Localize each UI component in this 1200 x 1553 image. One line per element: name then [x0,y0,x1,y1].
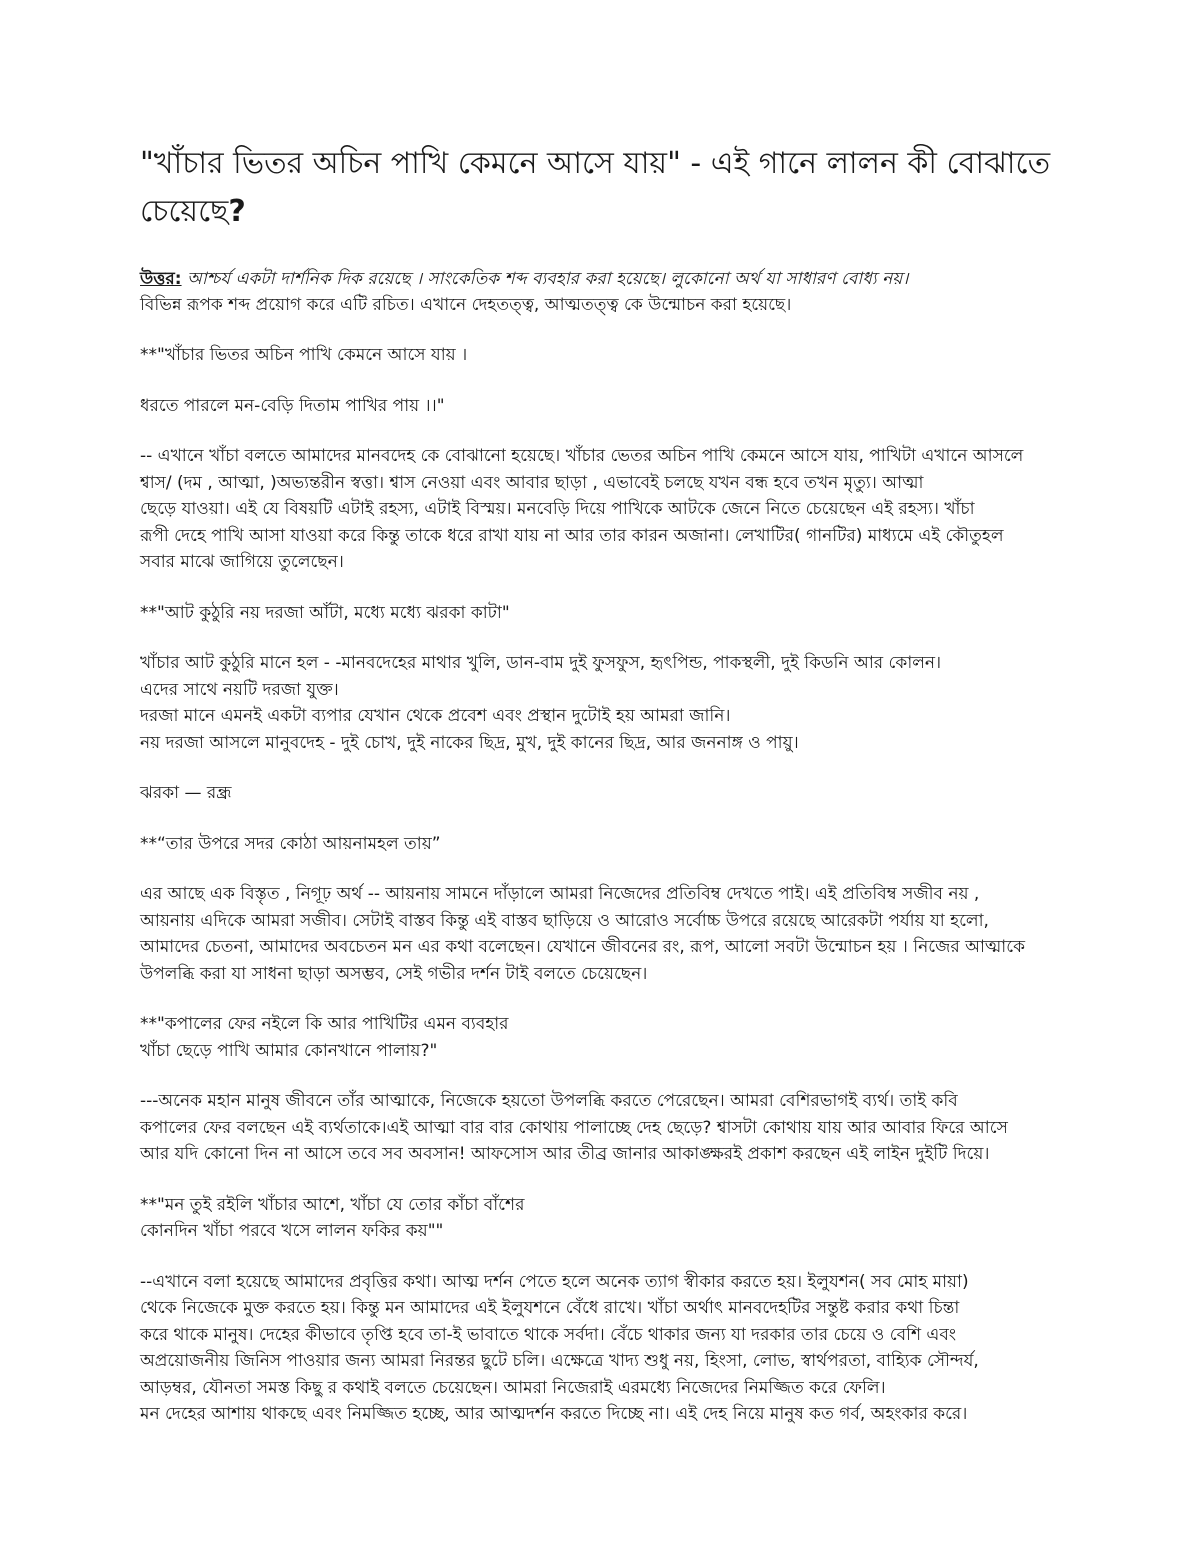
paragraph-line: আড়ম্বর, যৌনতা সমস্ত কিছু র কথাই বলতে চেয়েছেন। আমরা নিজেরাই এরমধ্যে নিজেদের নিমজ্জিত করে ফেলি। [140,1377,886,1398]
paragraph-line: দরজা মানে এমনই একটা ব্যপার যেখান থেকে প্রবেশ এবং প্রস্থান দুটোই হয় আমরা জানি। [140,706,731,726]
paragraph-line: অপ্রয়োজনীয় জিনিস পাওয়ার জন্য আমরা নিরন্তর ছুটে চলি। এক্ষেত্রে খাদ্য শুধু নয়, হিংসা, লোভ, স্বার্থপরতা, বাহ্যিক সৌন্দর্য, [140,1351,979,1371]
paragraph-line: আর যদি কোনো দিন না আসে তবে সব অবসান! আফসোস আর তীব্র জানার আকাঙ্ক্ষরই প্রকাশ করছেন এই লাইন দুইটি দিয়ে। [140,1144,990,1164]
paragraph-line: ---অনেক মহান মানুষ জীবনে তাঁর আত্মাকে, নিজেকে হয়তো উপলব্ধি করতে পেরেছেন। আমরা বেশিরভাগই ব্যর্থ। তাই কবি [140,1091,958,1111]
answer-second-line: বিভিন্ন রূপক শব্দ প্রয়োগ করে এটি রচিত। এখানে দেহতত্ত্ব, আত্মতত্ত্ব কে উন্মোচন করা হয়েছে। [140,295,792,315]
paragraph-line: **“তার উপরে সদর কোঠা আয়নামহল তায়” [140,833,441,854]
paragraph-line: **"আট কুঠুরি নয় দরজা আঁটা, মধ্যে মধ্যে ঝরকা কাটা" [140,602,510,623]
paragraph [140,342,1060,369]
paragraph-line: ধরতে পারলে মন-বেড়ি দিতাম পাখির পায় ।।" [140,395,445,416]
paragraph-line: **"কপালের ফের নইলে কি আর পাখিটির এমন ব্যবহার [140,1014,509,1034]
paragraph-line: এদের সাথে নয়টি দরজা যুক্ত। [140,679,339,700]
paragraph [140,1088,1060,1168]
paragraph [140,1192,1060,1245]
paragraph-line: উপলব্ধি করা যা সাধনা ছাড়া অসম্ভব, সেই গভীর দর্শন টাই বলতে চেয়েছেন। [140,963,648,984]
paragraph-line: শ্বাস/ (দম , আত্মা, )অভ্যন্তরীন স্বত্তা। শ্বাস নেওয়া এবং আবার ছাড়া , এভাবেই চলছে যখন বন্ধ হবে তখন মৃত্যু। আত্মা [140,472,924,493]
paragraph-line: করে থাকে মানুষ। দেহের কীভাবে তৃপ্তি হবে তা-ই ভাবাতে থাকে সর্বদা। বেঁচে থাকার জন্য যা দরকার তার চেয়ে ও বেশি এবং [140,1324,957,1345]
title-text: "খাঁচার ভিতর অচিন পাখি কেমনে আসে যায়" - এই গানে লালন কী বোঝাতে চেয়েছে [140,146,1051,229]
paragraph [140,780,1060,807]
paragraph-line: আয়নায় এদিকে আমরা সজীব। সেটাই বাস্তব কিন্তু এই বাস্তব ছাড়িয়ে ও আরোও সর্বোচ্চ উপরে রয়েছে আরেকটা পর্যায় যা হলো, [140,910,989,931]
paragraph-line: সবার মাঝে জাগিয়ে তুলেছেন। [140,552,344,572]
paragraph [140,443,1060,576]
paragraph-line: **"মন তুই রইলি খাঁচার আশে, খাঁচা যে তোর কাঁচা বাঁশের [140,1194,525,1215]
paragraph-line: আমাদের চেতনা, আমাদের অবচেতন মন এর কথা বলেছেন। যেখানে জীবনের রং, রূপ, আলো সবটা উন্মোচন হয় । নিজের আত্মাকে [140,937,1025,957]
paragraph [140,1011,1060,1064]
paragraph-line: নয় দরজা আসলে মানুবদেহ - দুই চোখ, দুই নাকের ছিদ্র, মুখ, দুই কানের ছিদ্র, আর জননাঙ্গ ও পায়ু। [140,732,799,753]
paragraph [140,831,1060,858]
paragraph-line: থেকে নিজেকে মুক্ত করতে হয়। কিন্তু মন আমাদের এই ইলুযশনে বেঁধে রাখে। খাঁচা অর্থাৎ মানবদেহটির সন্তুষ্ট করার কথা চিন্তা [140,1298,960,1318]
paragraph-line: কপালের ফের বলছেন এই ব্যর্থতাকে।এই আত্মা বার বার কোথায় পালাচ্ছে দেহ ছেড়ে? শ্বাসটা কোথায় যায় আর আবার ফিরে আসে [140,1117,1008,1138]
document-page [140,140,1060,1452]
paragraph-line: ঝরকা — রন্ধ্র [140,783,232,803]
paragraph-line: খাঁচার আট কুঠুরি মানে হল - -মানবদেহের মাথার খুলি, ডান-বাম দুই ফুসফুস, হৃৎপিন্ড, পাকস্থলী, দুই কিডনি আর কোলন। [140,653,942,673]
paragraph [140,600,1060,627]
answer-italic-text: আশ্চর্য একটা দার্শনিক দিক রয়েছে । সাংকেতিক শব্দ ব্যবহার করা হয়েছে। লুকোনো অর্থ যা সাধারণ বোধ্য নয়। [186,269,909,289]
title-question-mark: ? [228,194,246,229]
paragraph-line: মন দেহের আশায় থাকছে এবং নিমজ্জিত হচ্ছে, আর আত্মদর্শন করতে দিচ্ছে না। এই দেহ নিয়ে মানুষ কত গর্ব, অহংকার করে। [140,1404,968,1424]
answer-first-line [140,266,1060,292]
page-title [140,140,1060,236]
paragraph-line: রূপী দেহে পাখি আসা যাওয়া করে কিন্তু তাকে ধরে রাখা যায় না আর তার কারন অজানা। লেখাটির( গানটির) মাধ্যমে এই কৌতুহল [140,525,1004,546]
paragraph-line: --এখানে বলা হয়েছে আমাদের প্রবৃত্তির কথা। আত্ম দর্শন পেতে হলে অনেক ত্যাগ স্বীকার করতে হয়। ইলুযশন( সব মোহ মায়া) [140,1271,969,1292]
paragraph-line: খাঁচা ছেড়ে পাখি আমার কোনখানে পালায়?" [140,1040,438,1061]
answer-block [140,266,1060,318]
paragraph [140,393,1060,420]
paragraph [140,881,1060,987]
body-paragraphs [140,342,1060,1428]
answer-label: উত্তর: [140,269,182,289]
paragraph-line: **"খাঁচার ভিতর অচিন পাখি কেমনে আসে যায় । [140,345,468,365]
paragraph-line: -- এখানে খাঁচা বলতে আমাদের মানবদেহ কে বোঝানো হয়েছে। খাঁচার ভেতর অচিন পাখি কেমনে আসে যায়, পাখিটা এখানে আসলে [140,446,1024,466]
paragraph [140,1269,1060,1428]
paragraph-line: কোনদিন খাঁচা পরবে খসে লালন ফকির কয়"" [140,1221,444,1241]
paragraph-line: এর আছে এক বিস্তৃত , নিগূঢ় অর্থ -- আয়নায় সামনে দাঁড়ালে আমরা নিজেদের প্রতিবিম্ব দেখতে পাই। এই প্রতিবিম্ব সজীব নয় , [140,884,980,904]
paragraph [140,650,1060,756]
paragraph-line: ছেড়ে যাওয়া। এই যে বিষয়টি এটাই রহস্য, এটাই বিস্ময়। মনবেড়ি দিয়ে পাখিকে আটকে জেনে নিতে চেয়েছেন এই রহস্য। খাঁচা [140,499,975,519]
